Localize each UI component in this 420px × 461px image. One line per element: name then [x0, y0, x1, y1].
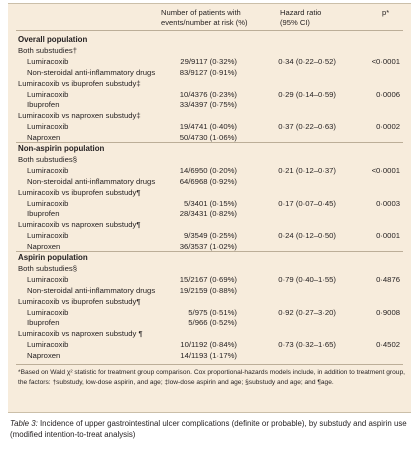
subgroup-row — [8, 110, 411, 121]
header-hr-line2: (95% CI) — [280, 18, 310, 27]
subgroup-label: Both substudies† — [18, 45, 77, 55]
events-cell: 5/975 (0·51%) — [188, 307, 237, 317]
table-row — [8, 176, 411, 187]
p-value-cell: 0·0006 — [376, 89, 400, 99]
row-label: Naproxen — [27, 242, 61, 252]
table-row — [8, 274, 411, 285]
header-p-label: p* — [382, 8, 390, 17]
subgroup-label: Lumiracoxib vs naproxen substudy¶ — [18, 220, 141, 230]
events-cell: 64/6968 (0·92%) — [179, 176, 237, 186]
row-label: Non-steroidal anti-inflammatory drugs — [27, 176, 156, 186]
table-row — [8, 339, 411, 350]
table-footnote: *Based on Wald χ² statistic for treatment group comparison. Cox proportional-hazards models include, in addition to treatment group, the factors: †substudy, low-dose aspirin, and age; ‡low-dose aspirin and age; §substudy and age; and ¶age. — [18, 369, 405, 386]
events-cell: 10/4376 (0·23%) — [179, 89, 237, 99]
row-label: Lumiracoxib — [27, 89, 69, 99]
header-p — [382, 8, 402, 18]
subgroup-label: Lumiracoxib vs ibuprofen substudy¶ — [18, 296, 141, 306]
hazard-ratio-cell: 0·34 (0·22–0·52) — [278, 56, 336, 66]
subgroup-row — [8, 296, 411, 307]
subgroup-label: Lumiracoxib vs ibuprofen substudy¶ — [18, 187, 141, 197]
events-cell: 29/9117 (0·32%) — [180, 56, 237, 66]
subgroup-label: Lumiracoxib vs naproxen substudy‡ — [18, 111, 141, 121]
subgroup-row — [8, 78, 411, 89]
row-label: Lumiracoxib — [27, 307, 69, 317]
p-value-cell: 0·0003 — [376, 198, 400, 208]
subgroup-row — [8, 154, 411, 165]
hazard-ratio-cell: 0·92 (0·27–3·20) — [278, 307, 336, 317]
subgroup-label: Lumiracoxib vs ibuprofen substudy‡ — [18, 78, 141, 88]
caption-label: Table 3: — [10, 419, 38, 428]
table-row — [8, 317, 411, 328]
p-value-cell: 0·0001 — [376, 231, 400, 241]
section-label: Overall population — [18, 35, 88, 44]
table-row — [8, 198, 411, 209]
subgroup-label: Both substudies§ — [18, 263, 77, 273]
section-label: Non-aspirin population — [18, 144, 105, 153]
subgroup-row — [8, 219, 411, 230]
row-label: Lumiracoxib — [27, 165, 69, 175]
hazard-ratio-cell: 0·37 (0·22–0·63) — [278, 122, 336, 132]
events-cell: 14/1193 (1·17%) — [180, 351, 237, 361]
p-value-cell: 0·4502 — [376, 340, 400, 350]
section-row — [8, 143, 411, 154]
events-cell: 5/966 (0·52%) — [188, 318, 237, 328]
table-row — [8, 56, 411, 67]
table-row — [8, 99, 411, 110]
table-row — [8, 208, 411, 219]
table-row — [8, 89, 411, 100]
subgroup-label: Both substudies§ — [18, 154, 77, 164]
header-hr-line1: Hazard ratio — [280, 8, 322, 17]
hazard-ratio-cell: 0·79 (0·40–1·55) — [278, 274, 336, 284]
p-value-cell: <0·0001 — [371, 56, 400, 66]
table-row — [8, 307, 411, 318]
events-cell: 15/2167 (0·69%) — [179, 274, 237, 284]
table-row — [8, 121, 411, 132]
hazard-ratio-cell: 0·24 (0·12–0·50) — [278, 231, 336, 241]
subgroup-row — [8, 263, 411, 274]
p-value-cell: 0·0002 — [376, 122, 400, 132]
row-label: Lumiracoxib — [27, 198, 69, 208]
section-label: Aspirin population — [18, 253, 88, 262]
row-label: Naproxen — [27, 351, 61, 361]
header-events-line1: Number of patients with — [161, 8, 241, 17]
table-panel — [8, 3, 411, 413]
events-cell: 19/2159 (0·88%) — [179, 285, 237, 295]
p-value-cell: <0·0001 — [371, 165, 400, 175]
footer-rule — [16, 364, 403, 365]
hazard-ratio-cell: 0·21 (0·12–0·37) — [278, 165, 336, 175]
hazard-ratio-cell: 0·73 (0·32–1·65) — [278, 340, 336, 350]
row-label: Lumiracoxib — [27, 56, 69, 66]
header-hazard-ratio — [280, 8, 350, 28]
row-label: Ibuprofen — [27, 100, 60, 110]
row-label: Lumiracoxib — [27, 274, 69, 284]
row-label: Non-steroidal anti-inflammatory drugs — [27, 67, 156, 77]
row-label: Lumiracoxib — [27, 340, 69, 350]
events-cell: 28/3431 (0·82%) — [179, 209, 237, 219]
row-label: Naproxen — [27, 133, 61, 143]
events-cell: 50/4730 (1·06%) — [179, 133, 237, 143]
header-rule — [16, 30, 403, 31]
events-cell: 36/3537 (1·02%) — [179, 242, 237, 252]
table-row — [8, 350, 411, 361]
row-label: Ibuprofen — [27, 318, 60, 328]
subgroup-row — [8, 187, 411, 198]
events-cell: 83/9127 (0·91%) — [179, 67, 237, 77]
section-row — [8, 34, 411, 45]
subgroup-row — [8, 328, 411, 339]
subgroup-row — [8, 45, 411, 56]
header-events-line2: events/number at risk (%) — [161, 18, 248, 27]
events-cell: 9/3549 (0·25%) — [184, 231, 237, 241]
hazard-ratio-cell: 0·17 (0·07–0·45) — [278, 198, 336, 208]
row-label: Ibuprofen — [27, 209, 60, 219]
header-events — [161, 8, 271, 28]
caption-text: Incidence of upper gastrointestinal ulcer complications (definite or probable), by substudy and aspirin use (modified intention-to-treat analysis) — [10, 419, 407, 439]
p-value-cell: 0·9008 — [376, 307, 400, 317]
table-caption — [10, 418, 410, 440]
row-label: Non-steroidal anti-inflammatory drugs — [27, 285, 156, 295]
events-cell: 33/4397 (0·75%) — [179, 100, 237, 110]
p-value-cell: 0·4876 — [376, 274, 400, 284]
subgroup-label: Lumiracoxib vs naproxen substudy ¶ — [18, 329, 143, 339]
table-row — [8, 165, 411, 176]
section-row — [8, 252, 411, 263]
events-cell: 5/3401 (0·15%) — [184, 198, 237, 208]
events-cell: 10/1192 (0·84%) — [180, 340, 237, 350]
events-cell: 14/6950 (0·20%) — [179, 165, 237, 175]
row-label: Lumiracoxib — [27, 231, 69, 241]
hazard-ratio-cell: 0·29 (0·14–0·59) — [278, 89, 336, 99]
row-label: Lumiracoxib — [27, 122, 69, 132]
table-row — [8, 67, 411, 78]
table-row — [8, 230, 411, 241]
events-cell: 19/4741 (0·40%) — [179, 122, 237, 132]
table-row — [8, 285, 411, 296]
